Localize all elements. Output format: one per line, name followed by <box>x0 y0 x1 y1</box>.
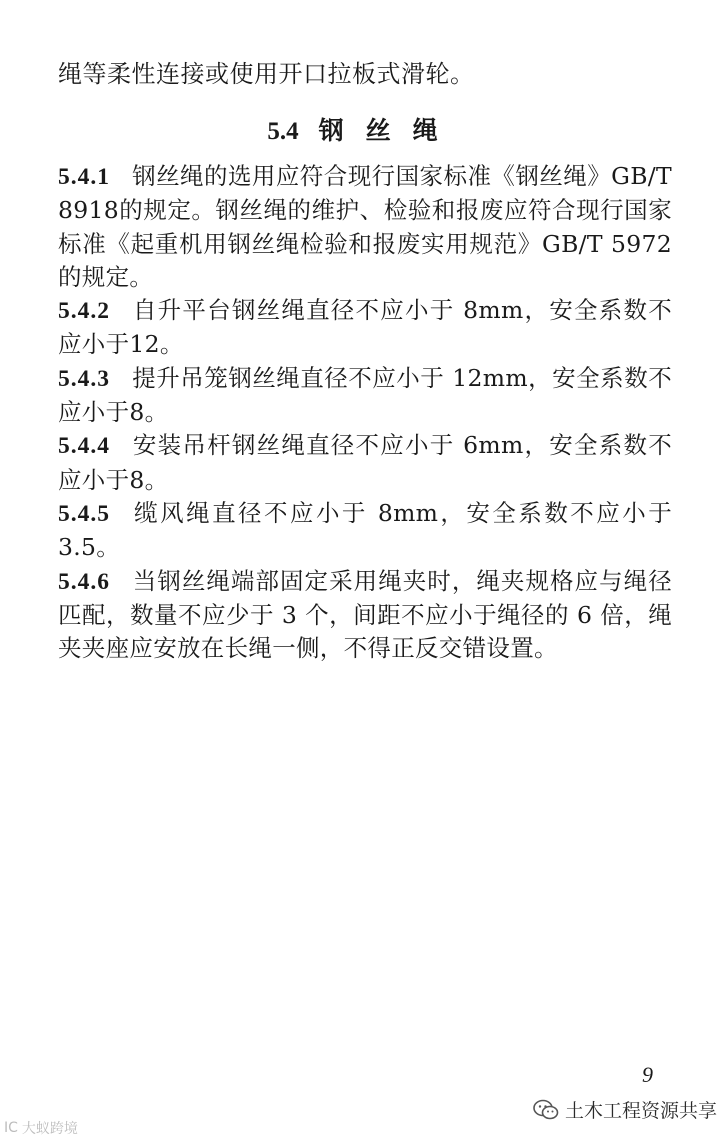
section-heading <box>0 113 727 150</box>
clause-text: 自升平台钢丝绳直径不应小于 8mm，安全系数不应小于12。 <box>58 296 672 359</box>
clause-text: 安装吊杆钢丝绳直径不应小于 6mm，安全系数不应小于8。 <box>58 431 672 494</box>
clause-number: 5.4.1 <box>58 164 110 190</box>
clause-5-4-4 <box>58 429 672 497</box>
clause-number: 5.4.2 <box>58 298 110 325</box>
clause-number: 5.4.4 <box>58 433 110 460</box>
clause-5-4-5 <box>58 497 672 565</box>
clause-number: 5.4.3 <box>58 365 110 392</box>
wechat-icon <box>533 1099 559 1121</box>
clause-list <box>58 160 672 665</box>
clause-number: 5.4.6 <box>58 568 110 595</box>
watermark-left-text: 大蚁跨境 <box>21 1121 78 1137</box>
continuation-line: 绳等柔性连接或使用开口拉板式滑轮。 <box>58 60 475 88</box>
clause-text: 钢丝绳的选用应符合现行国家标准《钢丝绳》GB/T 8918的规定。钢丝绳的维护、检验和报废应符合现行国家标准《起重机用钢丝绳检验和报废实用规范》GB/T 5972 的规定。 <box>58 162 672 291</box>
clause-text: 缆风绳直径不应小于 8mm，安全系数不应小于 3.5。 <box>58 498 672 562</box>
section-number: 5.4 <box>267 118 299 145</box>
section-title: 钢丝绳 <box>318 116 460 145</box>
clause-text: 当钢丝绳端部固定采用绳夹时，绳夹规格应与绳径匹配，数量不应少于 3 个，间距不应小于绳径的 6 倍，绳夹夹座应安放在长绳一侧，不得正反交错设置。 <box>58 566 672 663</box>
clause-5-4-1 <box>58 160 672 294</box>
clause-text: 提升吊笼钢丝绳直径不应小于 12mm，安全系数不应小于8。 <box>58 363 672 427</box>
watermark-right-text: 土木工程资源共享 <box>564 1100 717 1122</box>
clause-5-4-3 <box>58 362 672 430</box>
watermark-left <box>4 1118 78 1138</box>
clause-5-4-2 <box>58 294 672 362</box>
watermark-prefix: IC <box>4 1120 18 1136</box>
page-number: 9 <box>642 1062 653 1087</box>
clause-5-4-6 <box>58 565 672 666</box>
watermark-right <box>533 1096 717 1123</box>
clause-number: 5.4.5 <box>58 500 110 527</box>
